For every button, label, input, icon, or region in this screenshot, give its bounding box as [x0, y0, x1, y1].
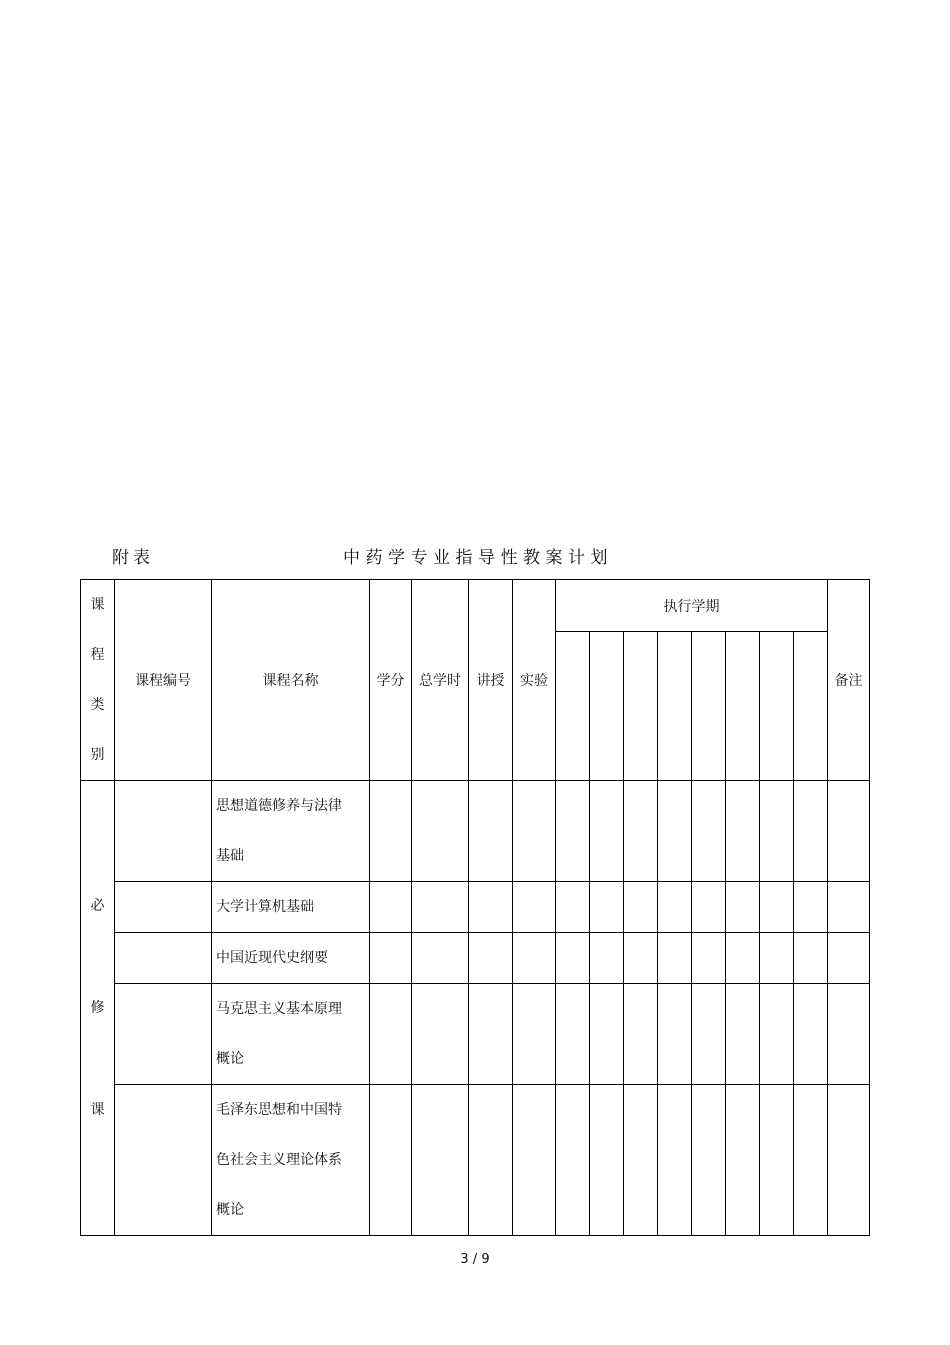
- category-char: 必: [90, 898, 105, 914]
- data-cell: [469, 1085, 513, 1236]
- course-name-cell: [212, 1085, 370, 1236]
- data-cell: [469, 984, 513, 1085]
- table-row: [81, 984, 870, 1085]
- header-row-top: [81, 580, 870, 632]
- data-cell: [590, 882, 624, 933]
- data-cell: [469, 933, 513, 984]
- data-cell: [513, 882, 556, 933]
- data-cell: [590, 984, 624, 1085]
- data-cell: [624, 882, 658, 933]
- data-cell: [658, 781, 692, 882]
- course-name-line: 中国近现代史纲要: [216, 950, 328, 966]
- data-cell: [556, 984, 590, 1085]
- course-name-line: 概论: [216, 1202, 244, 1218]
- category-char: 类: [90, 697, 105, 713]
- data-cell: [828, 984, 870, 1085]
- data-cell: [726, 933, 760, 984]
- data-cell: [590, 1085, 624, 1236]
- course-name-cell: [212, 882, 370, 933]
- header-credits: 学分: [370, 580, 412, 781]
- category-char: 程: [90, 647, 105, 663]
- header-experiment: 实验: [513, 580, 556, 781]
- category-char: 课: [90, 597, 105, 613]
- data-cell: [513, 1085, 556, 1236]
- table-row: [81, 882, 870, 933]
- course-name-cell: [212, 933, 370, 984]
- data-cell: [370, 882, 412, 933]
- data-cell: [760, 882, 794, 933]
- data-cell: [556, 781, 590, 882]
- data-cell: [692, 1085, 726, 1236]
- data-cell: [370, 1085, 412, 1236]
- data-cell: [828, 1085, 870, 1236]
- data-cell: [590, 781, 624, 882]
- table-row: [81, 1085, 870, 1236]
- category-required: [81, 781, 115, 1236]
- course-name-cell: [212, 781, 370, 882]
- data-cell: [513, 781, 556, 882]
- data-cell: [692, 882, 726, 933]
- data-cell: [412, 781, 469, 882]
- data-cell: [794, 882, 828, 933]
- data-cell: [469, 781, 513, 882]
- data-cell: [760, 1085, 794, 1236]
- header-semester-group: 执行学期: [556, 580, 828, 632]
- data-cell: [624, 1085, 658, 1236]
- data-cell: [726, 1085, 760, 1236]
- data-cell: [370, 933, 412, 984]
- semester-cell: [726, 632, 760, 781]
- course-code-cell: [115, 1085, 212, 1236]
- header-remarks: 备注: [828, 580, 870, 781]
- document-title: 中药学专业指导性教案计划: [343, 548, 613, 568]
- data-cell: [513, 933, 556, 984]
- course-name-line: 大学计算机基础: [216, 899, 314, 915]
- course-name-cell: [212, 984, 370, 1085]
- data-cell: [692, 933, 726, 984]
- data-cell: [590, 933, 624, 984]
- data-cell: [513, 984, 556, 1085]
- data-cell: [658, 1085, 692, 1236]
- course-name-line: 概论: [216, 1051, 244, 1067]
- semester-cell: [590, 632, 624, 781]
- category-char: 别: [90, 747, 105, 763]
- course-name-line: 基础: [216, 848, 244, 864]
- data-cell: [828, 933, 870, 984]
- data-cell: [624, 933, 658, 984]
- data-cell: [658, 984, 692, 1085]
- course-code-cell: [115, 984, 212, 1085]
- semester-cell: [692, 632, 726, 781]
- data-cell: [692, 781, 726, 882]
- semester-cell: [556, 632, 590, 781]
- data-cell: [794, 781, 828, 882]
- data-cell: [726, 781, 760, 882]
- course-code-cell: [115, 933, 212, 984]
- table-row: [81, 933, 870, 984]
- category-char: 课: [90, 1102, 105, 1118]
- data-cell: [794, 933, 828, 984]
- data-cell: [760, 781, 794, 882]
- data-cell: [556, 882, 590, 933]
- header-course-category: [81, 580, 115, 781]
- data-cell: [794, 1085, 828, 1236]
- data-cell: [556, 1085, 590, 1236]
- header-course-code: 课程编号: [115, 580, 212, 781]
- data-cell: [760, 984, 794, 1085]
- data-cell: [370, 781, 412, 882]
- data-cell: [370, 984, 412, 1085]
- data-cell: [556, 933, 590, 984]
- course-code-cell: [115, 882, 212, 933]
- data-cell: [794, 984, 828, 1085]
- course-code-cell: [115, 781, 212, 882]
- header-total-hours: 总学时: [412, 580, 469, 781]
- data-cell: [726, 984, 760, 1085]
- data-cell: [692, 984, 726, 1085]
- course-name-line: 马克思主义基本原理: [216, 1001, 342, 1017]
- category-char: 修: [90, 1000, 105, 1016]
- appendix-label: 附表: [112, 548, 154, 568]
- data-cell: [828, 781, 870, 882]
- course-name-line: 毛泽东思想和中国特: [216, 1102, 342, 1118]
- semester-cell: [794, 632, 828, 781]
- data-cell: [412, 1085, 469, 1236]
- data-cell: [624, 781, 658, 882]
- course-name-line: 思想道德修养与法律: [216, 798, 342, 814]
- page-number: 3 / 9: [460, 1252, 490, 1267]
- semester-cell: [624, 632, 658, 781]
- data-cell: [412, 882, 469, 933]
- data-cell: [726, 882, 760, 933]
- data-cell: [658, 882, 692, 933]
- header-course-name: 课程名称: [212, 580, 370, 781]
- table-row: [81, 781, 870, 882]
- data-cell: [412, 933, 469, 984]
- header-lecture: 讲授: [469, 580, 513, 781]
- semester-cell: [658, 632, 692, 781]
- data-cell: [828, 882, 870, 933]
- data-cell: [624, 984, 658, 1085]
- data-cell: [760, 933, 794, 984]
- data-cell: [412, 984, 469, 1085]
- data-cell: [469, 882, 513, 933]
- data-cell: [658, 933, 692, 984]
- semester-cell: [760, 632, 794, 781]
- course-name-line: 色社会主义理论体系: [216, 1152, 342, 1168]
- teaching-plan-table: [80, 579, 870, 1236]
